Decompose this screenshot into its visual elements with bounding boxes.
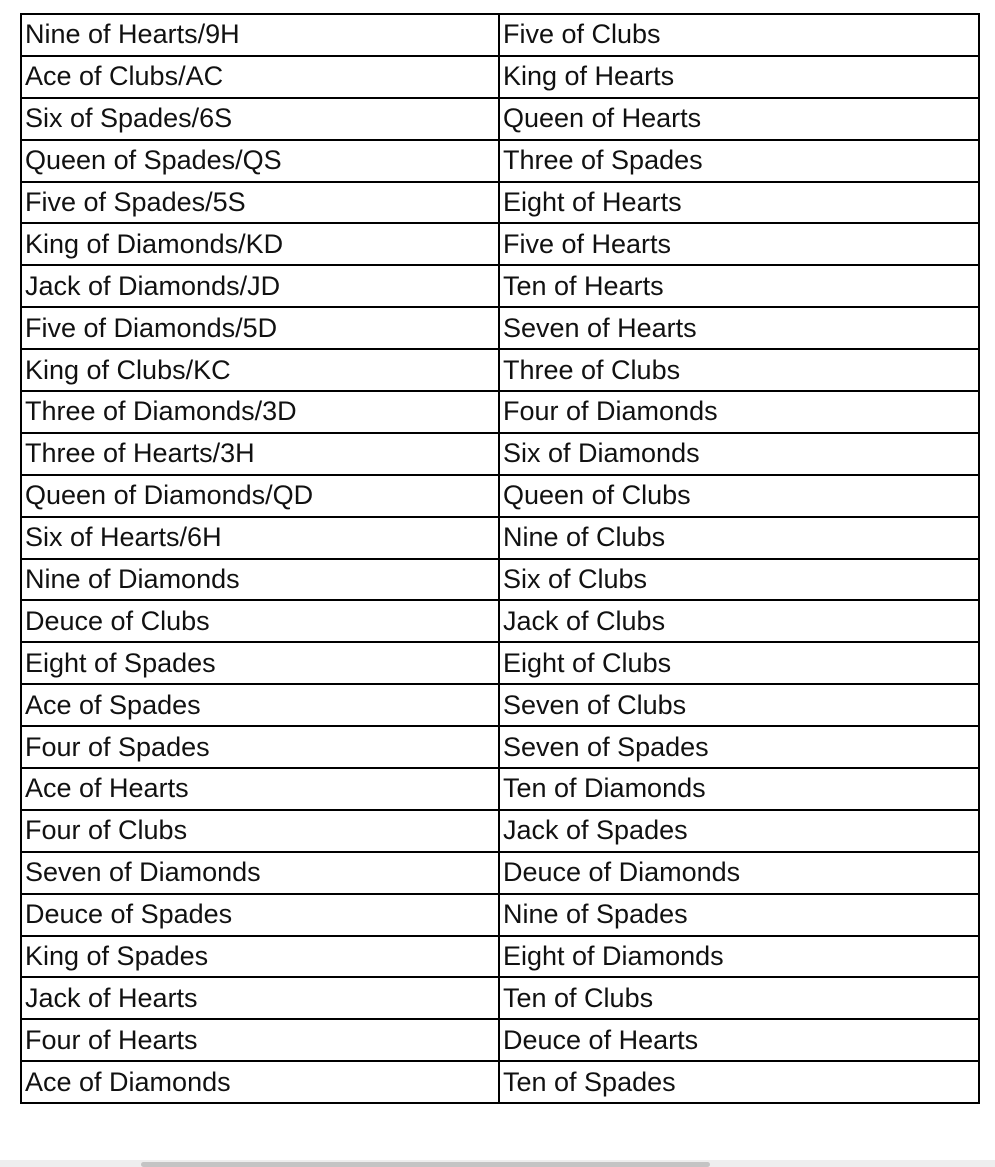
table-cell-right: Queen of Clubs (499, 475, 979, 517)
table-cell-left: Six of Hearts/6H (21, 517, 499, 559)
table-cell-right: Ten of Clubs (499, 977, 979, 1019)
table-cell-left: Eight of Spades (21, 642, 499, 684)
table-row (21, 307, 979, 349)
table-cell-right: Seven of Spades (499, 726, 979, 768)
table-cell-left: Jack of Hearts (21, 977, 499, 1019)
table-cell-left: Ace of Hearts (21, 768, 499, 810)
table-cell-left: Nine of Diamonds (21, 559, 499, 601)
table-cell-right: Ten of Diamonds (499, 768, 979, 810)
table-cell-left: Nine of Hearts/9H (21, 14, 499, 56)
table-cell-right: Five of Hearts (499, 223, 979, 265)
table-row (21, 810, 979, 852)
table-row (21, 56, 979, 98)
table-cell-right: Three of Spades (499, 140, 979, 182)
table-cell-right: Eight of Hearts (499, 182, 979, 224)
table-cell-right: Seven of Hearts (499, 307, 979, 349)
table-cell-left: Five of Spades/5S (21, 182, 499, 224)
table-row (21, 349, 979, 391)
table-row (21, 768, 979, 810)
table-row (21, 433, 979, 475)
table-cell-left: Four of Spades (21, 726, 499, 768)
table-cell-left: Five of Diamonds/5D (21, 307, 499, 349)
horizontal-scrollbar-thumb[interactable] (141, 1162, 710, 1167)
table-cell-right: Four of Diamonds (499, 391, 979, 433)
table-row (21, 684, 979, 726)
table-cell-left: King of Spades (21, 936, 499, 978)
table-cell-right: Jack of Clubs (499, 600, 979, 642)
table-cell-left: King of Diamonds/KD (21, 223, 499, 265)
table-cell-right: Ten of Hearts (499, 265, 979, 307)
table-row (21, 517, 979, 559)
table-row (21, 1019, 979, 1061)
table-row (21, 600, 979, 642)
table-cell-right: Seven of Clubs (499, 684, 979, 726)
table-row (21, 642, 979, 684)
table-cell-left: Jack of Diamonds/JD (21, 265, 499, 307)
table-cell-left: Three of Diamonds/3D (21, 391, 499, 433)
table-cell-right: Three of Clubs (499, 349, 979, 391)
table-cell-left: King of Clubs/KC (21, 349, 499, 391)
table-row (21, 852, 979, 894)
table-cell-left: Ace of Spades (21, 684, 499, 726)
table-cell-left: Four of Hearts (21, 1019, 499, 1061)
table-cell-right: Six of Clubs (499, 559, 979, 601)
table-row (21, 14, 979, 56)
table-cell-right: Deuce of Diamonds (499, 852, 979, 894)
table-row (21, 726, 979, 768)
table-cell-right: Nine of Spades (499, 894, 979, 936)
table-row (21, 977, 979, 1019)
table-row (21, 1061, 979, 1103)
card-table (20, 13, 980, 1104)
table-row (21, 182, 979, 224)
table-cell-left: Seven of Diamonds (21, 852, 499, 894)
table-row (21, 98, 979, 140)
table-row (21, 936, 979, 978)
table-cell-right: Nine of Clubs (499, 517, 979, 559)
table-row (21, 140, 979, 182)
table-row (21, 265, 979, 307)
table-cell-right: Eight of Diamonds (499, 936, 979, 978)
table-row (21, 391, 979, 433)
table-cell-left: Ace of Clubs/AC (21, 56, 499, 98)
table-cell-right: King of Hearts (499, 56, 979, 98)
table-cell-left: Deuce of Clubs (21, 600, 499, 642)
table-cell-right: Deuce of Hearts (499, 1019, 979, 1061)
table-row (21, 475, 979, 517)
table-cell-left: Ace of Diamonds (21, 1061, 499, 1103)
table-cell-left: Queen of Spades/QS (21, 140, 499, 182)
table-cell-left: Four of Clubs (21, 810, 499, 852)
table-cell-right: Queen of Hearts (499, 98, 979, 140)
table-cell-right: Eight of Clubs (499, 642, 979, 684)
table-cell-left: Deuce of Spades (21, 894, 499, 936)
table-cell-right: Six of Diamonds (499, 433, 979, 475)
table-row (21, 894, 979, 936)
table-cell-right: Five of Clubs (499, 14, 979, 56)
table-cell-right: Jack of Spades (499, 810, 979, 852)
table-cell-left: Three of Hearts/3H (21, 433, 499, 475)
card-table-body (21, 14, 979, 1103)
table-cell-right: Ten of Spades (499, 1061, 979, 1103)
table-row (21, 223, 979, 265)
table-cell-left: Queen of Diamonds/QD (21, 475, 499, 517)
table-cell-left: Six of Spades/6S (21, 98, 499, 140)
table-row (21, 559, 979, 601)
